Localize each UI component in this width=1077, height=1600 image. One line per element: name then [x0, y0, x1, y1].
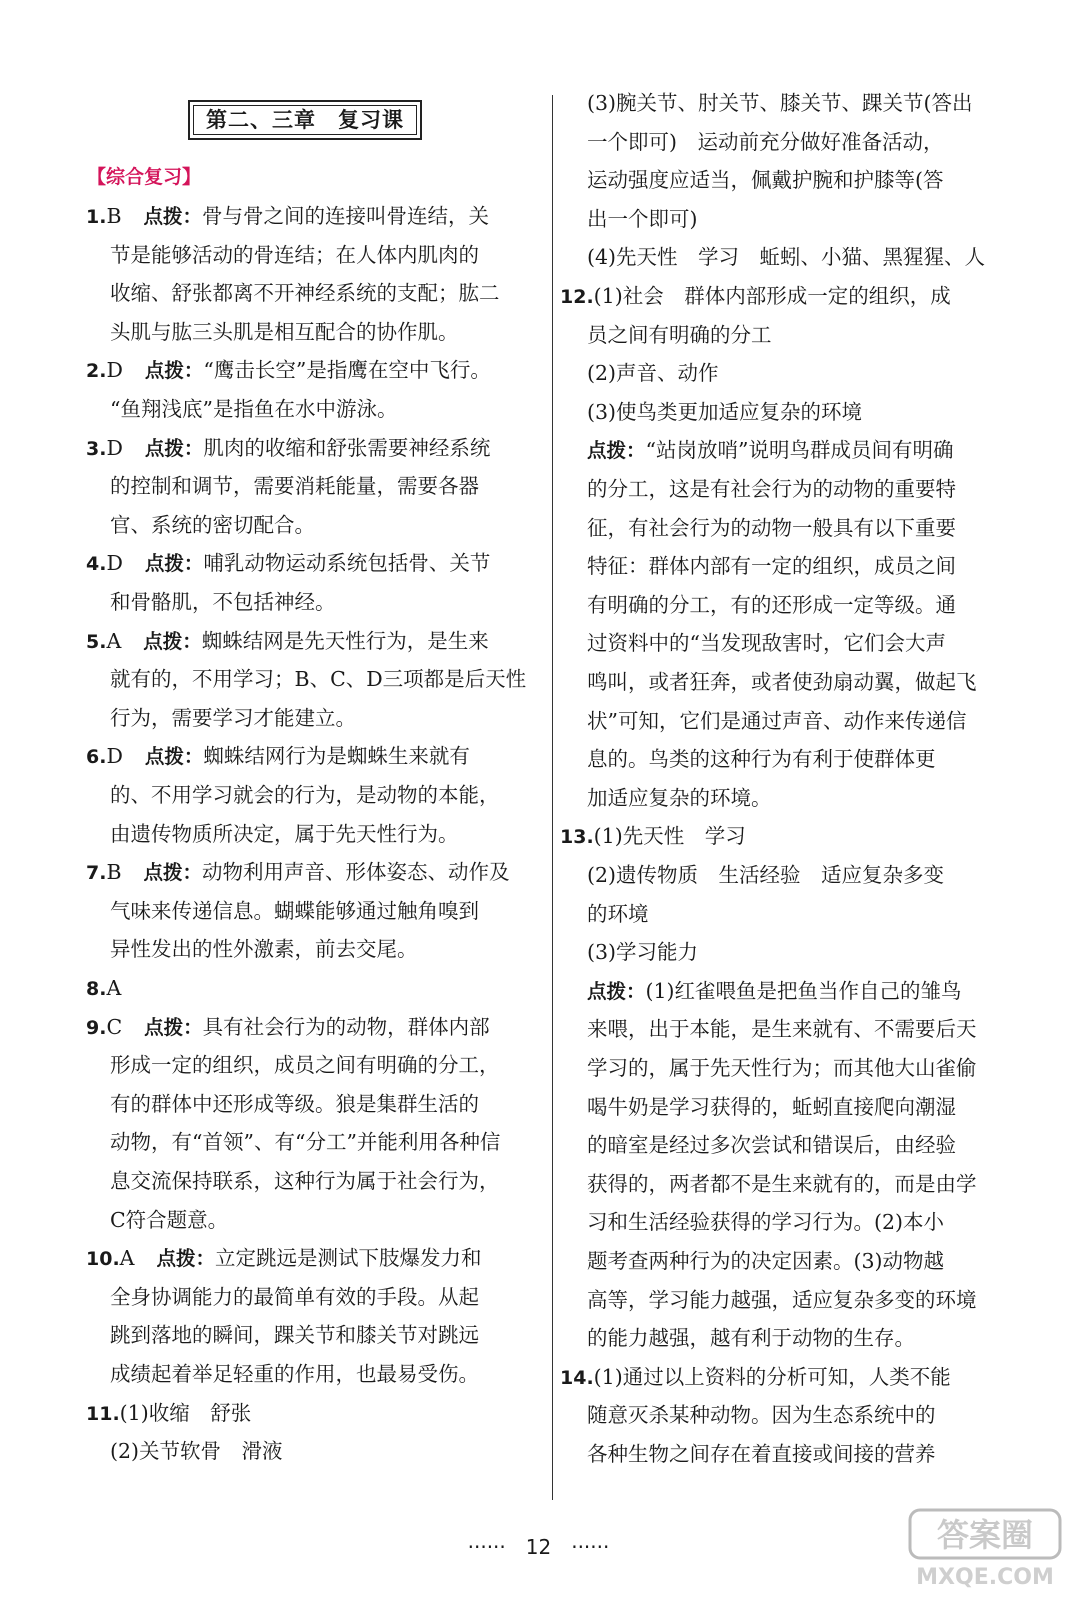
text-line: [86, 1394, 251, 1433]
item-number: 4.: [86, 553, 107, 576]
line-text: 节是能够活动的骨连结；在人体内肌肉的: [110, 242, 479, 267]
answer-choice: A: [106, 976, 122, 1000]
line-text: 喝牛奶是学习获得的，蚯蚓直接爬向潮湿: [587, 1094, 956, 1119]
line-text: 鸣叫，或者狂奔，或者使劲扇动翼，做起飞: [587, 670, 977, 694]
line-text: 高等，学习能力越强，适应复杂多变的环境: [587, 1287, 977, 1312]
line-text: 形成一定的组织，成员之间有明确的分工，: [110, 1053, 500, 1078]
item-number: 11.: [86, 1402, 120, 1425]
text-line: [587, 586, 956, 625]
hint-keyword: 点拨：: [156, 1247, 215, 1271]
text-line: [110, 1432, 283, 1471]
line-text: “鹰击长空”是指鹰在空中飞行。: [203, 358, 491, 383]
text-line: [110, 815, 459, 854]
chapter-title: 第二、三章 复习课: [206, 108, 404, 132]
hint-keyword: 点拨：: [144, 436, 204, 460]
line-text: 一个即可) 运动前充分做好准备活动，: [587, 129, 944, 154]
line-text: 习和生活经验获得的学习行为。(2)本小: [587, 1210, 945, 1235]
line-text: 由遗传物质所决定，属于先天性行为。: [110, 821, 459, 846]
line-text: 出一个即可): [587, 206, 698, 231]
text-line: [587, 1165, 977, 1204]
line-text: 全身协调能力的最简单有效的手段。从起: [110, 1284, 479, 1309]
text-line: [110, 776, 500, 815]
text-line: [86, 544, 490, 583]
line-text: 有明确的分工，有的还形成一定等级。通: [587, 592, 956, 617]
line-text: 就有的，不用学习；B、C、D三项都是后天性: [110, 667, 527, 692]
answer-choice: C: [106, 1014, 123, 1039]
text-line: [86, 1239, 482, 1278]
text-line: [86, 197, 489, 236]
watermark-text: 答案圈: [936, 1516, 1034, 1554]
text-line: [560, 277, 951, 316]
line-text: 蜘蛛结网行为是蜘蛛生来就有: [203, 744, 470, 769]
text-line: [587, 663, 977, 702]
hint-keyword: 点拨：: [144, 745, 204, 769]
text-line: [587, 702, 966, 741]
text-line: [587, 779, 772, 818]
text-line: [587, 1088, 956, 1127]
line-text: 哺乳动物运动系统包括骨、关节: [203, 551, 491, 576]
text-line: [110, 1201, 228, 1240]
hint-keyword: 点拨：: [143, 205, 203, 228]
line-text: (1)通过以上资料的分析可知，人类不能: [593, 1364, 951, 1389]
text-line: [110, 1085, 479, 1124]
item-number: 7.: [86, 862, 107, 885]
text-line: [110, 1278, 479, 1317]
text-line: [587, 123, 944, 162]
text-line: [560, 1358, 951, 1397]
text-line: [587, 740, 936, 779]
line-text: (2)遗传物质 生活经验 适应复杂多变: [587, 863, 945, 887]
column-divider: [552, 95, 553, 1500]
line-text: 立定跳远是测试下肢爆发力和: [215, 1246, 482, 1271]
line-text: 随意灭杀某种动物。因为生态系统中的: [587, 1403, 936, 1428]
line-text: 肌肉的收缩和舒张需要神经系统: [203, 435, 491, 460]
answer-choice: D: [106, 551, 123, 576]
text-line: [86, 622, 489, 661]
line-text: 获得的，两者都不是生来就有的，而是由学: [587, 1171, 977, 1196]
line-text: 异性发出的性外激素，前去交尾。: [110, 937, 418, 962]
line-text: (1)社会 群体内部形成一定的组织，成: [593, 284, 951, 308]
text-line: [587, 895, 649, 934]
line-text: 动物利用声音、形体姿态、动作及: [202, 860, 510, 885]
text-line: [110, 583, 336, 622]
text-line: [110, 1123, 500, 1162]
text-line: [587, 470, 956, 509]
text-line: [86, 853, 510, 892]
line-text: 具有社会行为的动物，群体内部: [202, 1014, 490, 1039]
text-line: [587, 509, 956, 548]
text-line: [86, 351, 491, 390]
line-text: 征，有社会行为的动物一般具有以下重要: [587, 515, 956, 540]
line-text: 学习的，属于先天性行为；而其他大山雀偷: [587, 1056, 977, 1080]
answer-choice: B: [106, 860, 122, 885]
item-number: 2.: [86, 360, 107, 383]
hint-keyword: 点拨：: [144, 552, 204, 576]
answer-choice: B: [106, 204, 122, 228]
item-number: 14.: [560, 1366, 594, 1389]
text-line: [587, 933, 698, 972]
item-number: 1.: [86, 206, 107, 228]
text-line: [587, 972, 962, 1011]
line-text: 的控制和调节，需要消耗能量，需要各器: [110, 474, 479, 499]
text-line: [110, 699, 356, 738]
watermark-url: MXQE.COM: [916, 1565, 1054, 1590]
text-line: [587, 354, 719, 393]
text-line: [110, 660, 526, 699]
line-text: “鱼翔浅底”是指鱼在水中游泳。: [110, 397, 398, 421]
text-line: [587, 1396, 936, 1435]
item-number: 12.: [560, 286, 594, 308]
text-line: [587, 200, 698, 239]
line-text: 的环境: [587, 901, 649, 926]
text-line: [110, 506, 315, 545]
item-number: 3.: [86, 437, 107, 460]
line-text: 成绩起着举足轻重的作用，也最易受伤。: [110, 1362, 479, 1386]
watermark-logo: [900, 1500, 1070, 1590]
line-text: 气味来传递信息。蝴蝶能够通过触角嗅到: [110, 898, 479, 923]
line-text: 加适应复杂的环境。: [587, 785, 772, 810]
text-line: [110, 930, 418, 969]
text-line: [587, 84, 973, 123]
hint-keyword: 点拨：: [143, 629, 202, 653]
text-line: [110, 892, 479, 931]
text-line: [587, 393, 862, 432]
text-line: [110, 390, 397, 429]
text-line: [587, 161, 944, 200]
hint-keyword: 点拨：: [144, 1015, 203, 1039]
text-line: [110, 236, 479, 275]
hint-keyword: 点拨：: [587, 979, 646, 1003]
text-line: [587, 1049, 977, 1088]
text-line: [560, 817, 746, 856]
text-line: [587, 1010, 977, 1049]
item-number: 10.: [86, 1248, 120, 1271]
text-line: [110, 313, 459, 352]
text-line: [587, 1281, 977, 1320]
text-line: [587, 431, 953, 470]
text-line: [587, 1319, 915, 1358]
text-line: [86, 429, 490, 468]
text-line: [86, 1008, 490, 1047]
line-text: 特征：群体内部有一定的组织，成员之间: [587, 554, 956, 579]
line-text: (2)声音、动作: [587, 361, 719, 386]
line-text: 息的。鸟类的这种行为有利于使群体更: [587, 747, 936, 772]
line-text: 的分工，这是有社会行为的动物的重要特: [587, 477, 956, 501]
line-text: 蜘蛛结网是先天性行为，是生来: [201, 628, 489, 653]
line-text: 头肌与肱三头肌是相互配合的协作肌。: [110, 319, 459, 344]
answer-choice: D: [106, 744, 123, 769]
text-line: [587, 1242, 944, 1281]
line-text: 官、系统的密切配合。: [110, 512, 315, 537]
line-text: (1)收缩 舒张: [119, 1400, 252, 1425]
line-text: 员之间有明确的分工: [587, 322, 772, 347]
item-number: 8.: [86, 978, 107, 1000]
text-line: [587, 238, 985, 277]
line-text: 息交流保持联系，这种行为属于社会行为，: [110, 1169, 500, 1193]
text-line: [587, 1126, 956, 1165]
line-text: 的、不用学习就会的行为，是动物的本能，: [110, 783, 500, 807]
text-line: [86, 969, 143, 1008]
line-text: C符合题意。: [110, 1207, 229, 1232]
item-number: 13.: [560, 826, 594, 849]
hint-keyword: 点拨：: [143, 861, 203, 885]
line-text: 有的群体中还形成等级。狼是集群生活的: [110, 1091, 479, 1116]
line-text: (1)先天性 学习: [593, 824, 746, 849]
answer-choice: D: [106, 358, 123, 383]
line-text: (3)学习能力: [587, 940, 699, 965]
line-text: 骨与骨之间的连接叫骨连结，关: [202, 204, 490, 228]
line-text: 和骨骼肌，不包括神经。: [110, 590, 336, 614]
answer-choice: A: [119, 1246, 135, 1271]
text-line: [110, 1046, 500, 1085]
text-line: [110, 1162, 500, 1201]
line-text: 行为，需要学习才能建立。: [110, 705, 356, 730]
text-line: [86, 737, 470, 776]
text-line: [110, 1355, 479, 1394]
line-text: 各种生物之间存在着直接或间接的营养: [587, 1442, 936, 1466]
text-line: [587, 1435, 936, 1474]
line-text: (1)红雀喂鱼是把鱼当作自己的雏鸟: [645, 978, 962, 1003]
text-line: [110, 467, 479, 506]
answer-choice: A: [106, 628, 122, 653]
text-line: [587, 856, 944, 895]
line-text: 来喂，出于本能，是生来就有、不需要后天: [587, 1017, 977, 1042]
line-text: 跳到落地的瞬间，踝关节和膝关节对跳远: [110, 1323, 479, 1348]
text-line: [587, 316, 772, 355]
line-text: 过资料中的“当发现敌害时，它们会大声: [587, 631, 946, 656]
text-line: [110, 274, 500, 313]
line-text: 动物，有“首领”、有“分工”并能利用各种信: [110, 1130, 501, 1155]
text-line: [110, 1316, 479, 1355]
answer-choice: D: [106, 435, 123, 460]
line-text: 题考查两种行为的决定因素。(3)动物越: [587, 1249, 945, 1273]
text-line: [587, 624, 946, 663]
text-line: [587, 547, 956, 586]
line-text: (3)使鸟类更加适应复杂的环境: [587, 399, 863, 424]
hint-keyword: 点拨：: [144, 359, 204, 383]
line-text: 运动强度应适当，佩戴护腕和护膝等(答: [587, 168, 944, 193]
line-text: 的能力越强，越有利于动物的生存。: [587, 1326, 915, 1351]
item-number: 9.: [86, 1016, 107, 1039]
item-number: 5.: [86, 630, 107, 653]
line-text: 状”可知，它们是通过声音、动作来传递信: [587, 708, 967, 733]
item-number: 6.: [86, 746, 107, 769]
line-text: (3)腕关节、肘关节、膝关节、踝关节(答出: [587, 91, 973, 115]
hint-keyword: 点拨：: [587, 439, 646, 463]
line-text: 的暗室是经过多次尝试和错误后，由经验: [587, 1133, 956, 1158]
line-text: 收缩、舒张都离不开神经系统的支配；肱二: [110, 281, 500, 306]
line-text: (4)先天性 学习 蚯蚓、小猫、黑猩猩、人: [587, 245, 986, 270]
chapter-title-box: [188, 100, 422, 140]
line-text: “站岗放哨”说明鸟群成员间有明确: [645, 438, 954, 463]
line-text: (2)关节软骨 滑液: [110, 1439, 283, 1464]
page-number: ······ 12 ······: [467, 1535, 610, 1559]
text-line: [587, 1203, 944, 1242]
section-label: 【综合复习】: [87, 166, 202, 188]
